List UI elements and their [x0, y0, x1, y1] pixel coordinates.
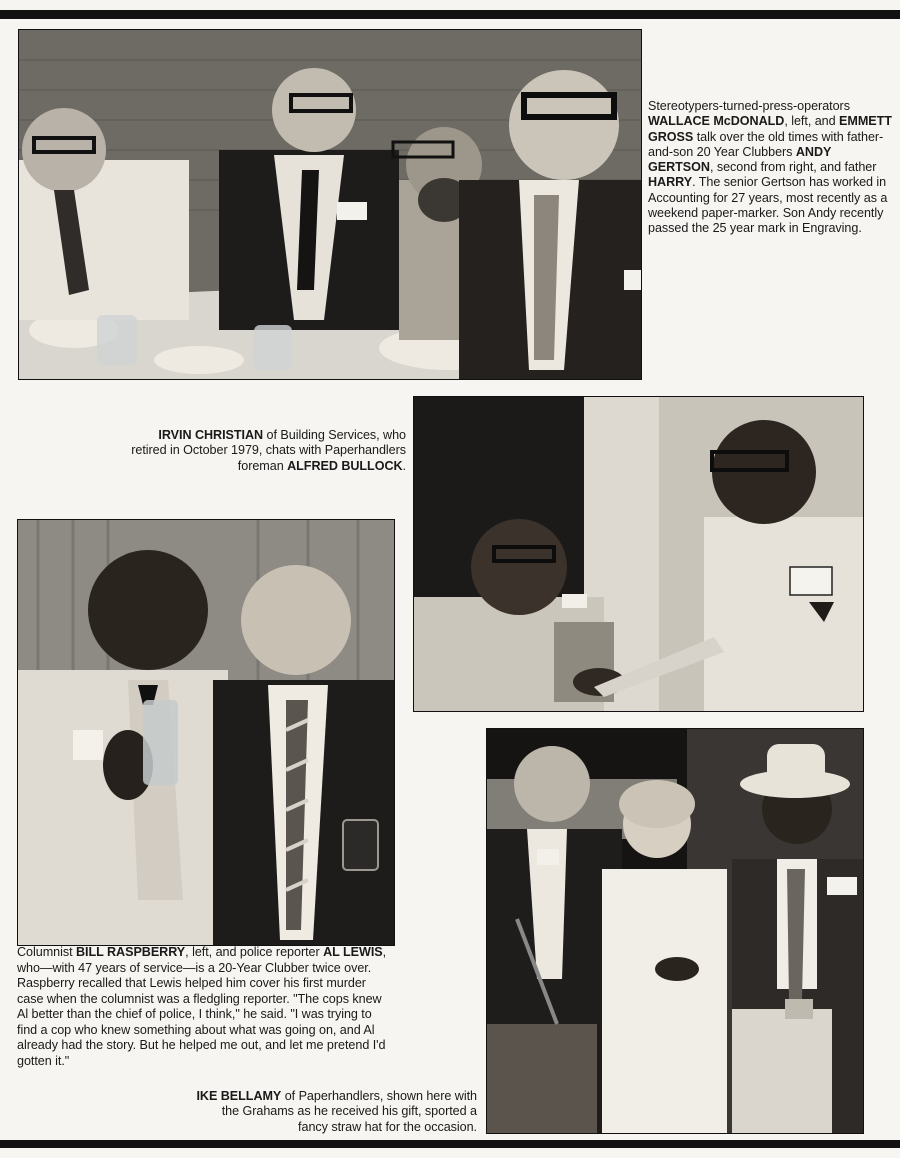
photo-bellamy-grahams [486, 728, 864, 1134]
name-wallace-mcdonald: WALLACE McDONALD [648, 114, 785, 129]
name-emmett-gross: EMMETT GROSS [648, 114, 892, 144]
bottom-rule [0, 1140, 900, 1148]
dinner-table-illustration [19, 30, 641, 379]
name-bill-raspberry: BILL RASPBERRY [76, 945, 186, 959]
bellamy-grahams-illustration [487, 729, 863, 1133]
photo-dinner-table [18, 29, 642, 380]
top-rule [0, 10, 900, 19]
name-irvin-christian: IRVIN CHRISTIAN [158, 428, 264, 442]
caption-bellamy: IKE BELLAMY of Paperhandlers, shown here with the Grahams as he received his gift, sported a fancy straw hat for the occasion. [196, 1089, 477, 1134]
caption-gertson: Stereotypers-turned-press-operators WALLACE McDONALD, left, and EMMETT GROSS talk over the old times with father-and-son 20 Year Clubbers ANDY GERTSON, second from right, and father HARRY. The senior Gertson has worked in Accounting for 27 years, most recently as a weekend paper-marker. Son Andy recently passed the 25 year mark in Engraving. [648, 99, 892, 236]
caption-christian: IRVIN CHRISTIAN of Building Services, who retired in October 1979, chats with Paperhandlers foreman ALFRED BULLOCK. [131, 428, 406, 473]
name-ike-bellamy: IKE BELLAMY [196, 1089, 282, 1103]
name-harry: HARRY [648, 175, 693, 190]
raspberry-lewis-illustration [18, 520, 394, 945]
caption-raspberry: Columnist BILL RASPBERRY, left, and police reporter AL LEWIS, who—with 47 years of service—is a 20-Year Clubber twice over. Raspberry recalled that Lewis helped him cover his first murder case when the columnist was a fledgling reporter. "The cops knew Al better than the chief of police, I think," he said. "I was trying to find a cop who knew something about what was going on, and Al already had the story. But he helped me out, and let me pretend I'd gotten it." [17, 945, 387, 1068]
name-alfred-bullock: ALFRED BULLOCK [287, 458, 403, 473]
name-andy-gertson: ANDY GERTSON [648, 144, 832, 175]
handshake-illustration [414, 397, 863, 711]
photo-raspberry-lewis [17, 519, 395, 946]
name-al-lewis: AL LEWIS [323, 945, 383, 959]
photo-handshake [413, 396, 864, 712]
